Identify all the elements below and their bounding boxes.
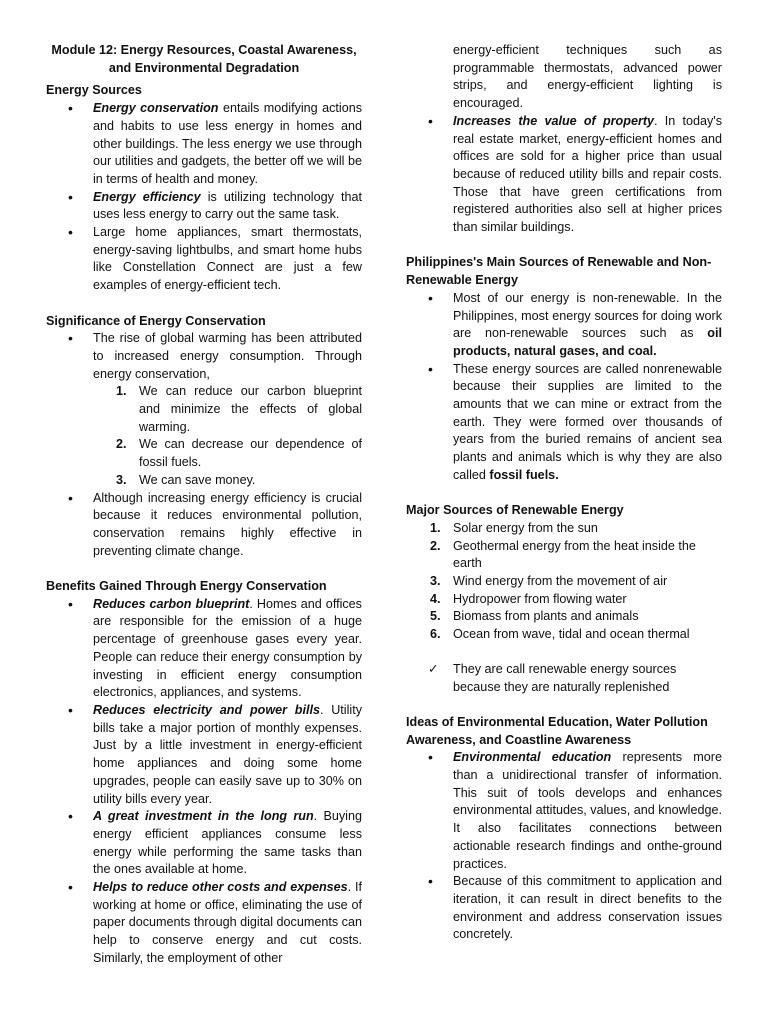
list-item — [406, 873, 722, 944]
list-item — [406, 573, 722, 591]
item-text: We can reduce our carbon blueprint and minimize the effects of global warming. — [139, 384, 362, 434]
philippines-bold-2: fossil fuels. — [489, 467, 559, 482]
energy-sources-heading: Energy Sources — [46, 83, 142, 98]
renewable-heading: Major Sources of Renewable Energy — [406, 503, 624, 518]
significance-list — [46, 330, 362, 560]
page-title — [46, 42, 362, 77]
list-item — [46, 808, 362, 879]
item-text: Geothermal energy from the heat inside the earth — [453, 538, 696, 571]
benefit-text: . Utility bills take a major portion of monthly expenses. Just by a little investment in energy-efficient home appliances and doing some home upgrades, people can easily save up to 30% on utility bills every year. — [93, 702, 362, 806]
item-number: 2. — [430, 538, 441, 553]
benefits-list-continued — [406, 113, 722, 237]
list-item — [406, 591, 722, 609]
item-text: Biomass from plants and animals — [453, 609, 639, 624]
education-list — [406, 749, 722, 944]
significance-heading: Significance of Energy Conservation — [46, 313, 266, 328]
education-text: represents more than a unidirectional transfer of information. This suit of tools develops and enhances environmental attitudes, values, and knowledge. It also facilitates connections between actionable research findings and onthe-ground practices. — [453, 750, 722, 871]
item-text: Solar energy from the sun — [453, 520, 598, 535]
benefit-term: Helps to reduce other costs and expenses — [93, 880, 348, 895]
list-item — [406, 361, 722, 485]
title-line-1: Module 12: Energy Resources, Coastal Awareness, — [51, 43, 357, 57]
significance-closing: Although increasing energy efficiency is crucial because it reduces environmental pollution, conservation remains highly effective in preventing climate change. — [93, 490, 362, 558]
item-number: 5. — [430, 609, 441, 624]
list-item — [46, 330, 362, 489]
item-text: Hydropower from flowing water — [453, 591, 627, 606]
benefits-heading: Benefits Gained Through Energy Conservation — [46, 579, 327, 594]
education-term: Environmental education — [453, 750, 612, 765]
energy-conservation-term: Energy conservation — [93, 101, 219, 116]
list-item — [46, 224, 362, 295]
item-number: 1. — [430, 520, 441, 535]
benefits-continuation: energy-efficient techniques such as programmable thermostats, advanced power strips, and energy-efficient lighting is encouraged. — [453, 43, 722, 111]
item-number: 6. — [430, 627, 441, 642]
energy-efficiency-text: is utilizing technology that uses less energy to carry out the same task. — [93, 189, 362, 222]
philippines-bold-1: oil products, natural gases, and coal. — [453, 326, 722, 358]
philippines-heading: Philippines's Main Sources of Renewable and Non-Renewable Energy — [406, 255, 712, 288]
list-item — [93, 472, 362, 490]
item-number: 3. — [116, 472, 127, 487]
list-item — [406, 749, 722, 873]
list-item — [406, 538, 722, 573]
renewable-list — [406, 520, 722, 644]
checkmark-icon: ✓ — [428, 661, 439, 676]
list-item — [46, 100, 362, 189]
left-column — [46, 42, 362, 968]
item-number: 4. — [430, 591, 441, 606]
item-text: Wind energy from the movement of air — [453, 574, 668, 589]
list-item — [46, 702, 362, 808]
property-term: Increases the value of property — [453, 113, 655, 128]
list-item — [406, 626, 722, 644]
list-item — [406, 290, 722, 361]
title-line-2: and Environmental Degradation — [108, 60, 300, 75]
item-number: 2. — [116, 437, 127, 452]
philippines-list — [406, 290, 722, 485]
energy-efficiency-term: Energy efficiency — [93, 189, 201, 204]
benefit-term: A great investment in the long run — [93, 809, 314, 824]
list-item — [406, 520, 722, 538]
list-item — [93, 436, 362, 471]
energy-conservation-text: entails modifying actions and habits to use less energy in homes and other buildings. The less energy we use through our utilities and gadgets, the better off we will be in terms of health and money. — [93, 101, 362, 186]
item-number: 3. — [430, 574, 441, 589]
list-item — [406, 608, 722, 626]
item-number: 1. — [116, 384, 127, 399]
benefit-text: . If working at home or office, eliminating the use of paper documents through digital documents can help to conserve energy and cut costs. Similarly, the employment of other — [93, 880, 363, 965]
item-text: We can save money. — [139, 472, 256, 487]
list-item — [46, 490, 362, 561]
right-column — [406, 42, 722, 944]
benefits-list — [46, 596, 362, 968]
renewable-note — [406, 661, 722, 696]
item-text: We can decrease our dependence of fossil fuels. — [139, 437, 362, 470]
significance-intro: The rise of global warming has been attributed to increased energy consumption. Through energy conservation, — [93, 331, 362, 381]
benefit-term: Reduces electricity and power bills — [93, 702, 320, 717]
philippines-text-1: Most of our energy is non-renewable. In the Philippines, most energy sources for doing work are non-renewable sources such as — [453, 290, 722, 341]
benefit-text: . Homes and offices are responsible for the emission of a huge percentage of greenhouse gases every year. People can reduce their energy consumption by investing in efficient energy consumption electronics, appliances, and systems. — [93, 596, 362, 700]
list-item — [46, 879, 362, 968]
item-text: Ocean from wave, tidal and ocean thermal — [453, 627, 690, 642]
list-item — [46, 189, 362, 224]
renewable-note-text: They are call renewable energy sources because they are naturally replenished — [453, 661, 677, 694]
appliances-text: Large home appliances, smart thermostats, energy-saving lightbulbs, and smart home hubs like Constellation Connect are just a few examples of energy-efficient tech. — [93, 225, 362, 293]
philippines-text-2: These energy sources are called nonrenewable because their supplies are limited to the amounts that we can mine or extract from the earth. They were formed over thousands of years from the buried remains of ancient sea plants and animals which is why they are also called — [453, 361, 722, 482]
list-item — [93, 383, 362, 436]
benefit-term: Reduces carbon blueprint — [93, 596, 250, 611]
list-item — [406, 113, 722, 237]
education-heading: Ideas of Environmental Education, Water Pollution Awareness, and Coastline Awareness — [406, 714, 708, 747]
property-text: . In today's real estate market, energy-efficient homes and offices are sold for a higher price than usual because of reduced utility bills and repair costs. Those that have green certifications from registered authorities also sell at higher prices than similar buildings. — [453, 113, 722, 235]
list-item — [46, 596, 362, 702]
education-commitment: Because of this commitment to application and iteration, it can result in direct benefits to the environment and address conservation issues concretely. — [453, 874, 722, 942]
energy-sources-list — [46, 100, 362, 295]
benefit-text: . Buying energy efficient appliances consume less energy while performing the same tasks than the ones available at home. — [93, 809, 362, 877]
significance-sublist — [93, 383, 362, 489]
